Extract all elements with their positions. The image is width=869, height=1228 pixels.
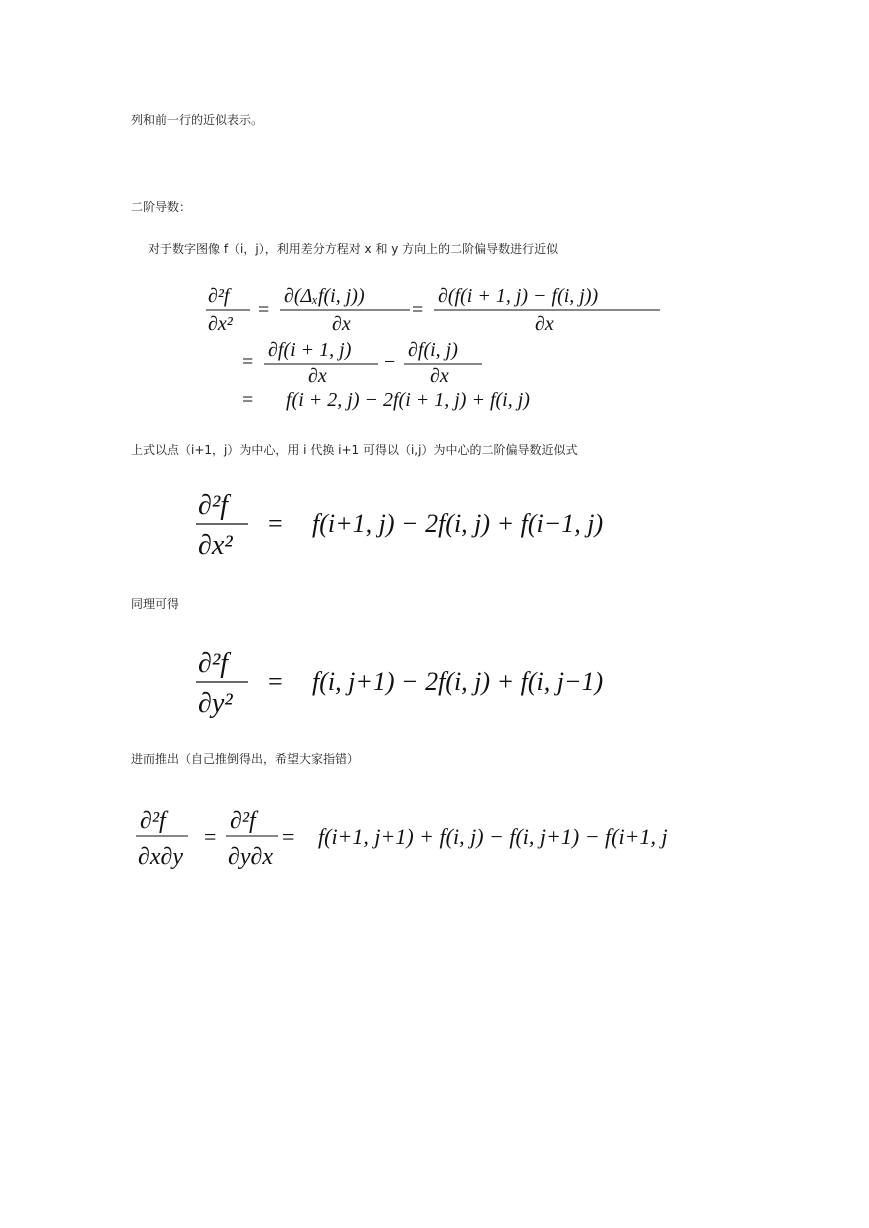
eq1-l2-den-a: ∂x xyxy=(308,365,327,387)
paragraph-deduce: 进而推出（自己推倒得出，希望大家指错） xyxy=(131,752,360,766)
svg-text:=: = xyxy=(268,667,283,696)
equation-derivation xyxy=(200,278,670,414)
equation-second-x xyxy=(190,486,680,562)
eq3-num: ∂²f xyxy=(198,648,229,679)
paragraph-intro: 对于数字图像 f（i，j），利用差分方程对 x 和 y 方向上的二阶偏导数进行近似 xyxy=(148,242,559,256)
eq1-l2-den-b: ∂x xyxy=(430,365,449,387)
eq3-rhs: f(i, j+1) − 2f(i, j) + f(i, j−1) xyxy=(312,667,604,696)
equation-mixed xyxy=(132,802,737,874)
eq1-mid-num: ∂(Δₓf(i, j)) xyxy=(284,285,365,307)
eq1-lhs-den: ∂x² xyxy=(208,313,233,335)
eq1-mid-den: ∂x xyxy=(332,313,351,335)
eq1-lhs-num: ∂²f xyxy=(208,285,230,307)
eq4-rhs: f(i+1, j+1) + f(i, j) − f(i, j+1) − f(i+1, j xyxy=(318,824,668,849)
eq1-rhs-num: ∂(f(i + 1, j) − f(i, j)) xyxy=(438,285,599,307)
eq2-num: ∂²f xyxy=(198,490,229,521)
paragraph-similarly: 同理可得 xyxy=(131,597,180,611)
eq2-rhs: f(i+1, j) − 2f(i, j) + f(i−1, j) xyxy=(312,509,604,538)
svg-text:=: = xyxy=(204,824,217,849)
svg-text:=: = xyxy=(282,824,295,849)
eq2-den: ∂x² xyxy=(198,530,233,561)
eq4-den-b: ∂y∂x xyxy=(228,844,274,870)
svg-text:=: = xyxy=(412,299,424,321)
eq1-l3: f(i + 2, j) − 2f(i + 1, j) + f(i, j) xyxy=(286,389,530,411)
svg-text:=: = xyxy=(258,299,270,321)
heading-second-derivative: 二阶导数： xyxy=(131,200,192,214)
eq4-num-a: ∂²f xyxy=(140,808,166,834)
eq4-den-a: ∂x∂y xyxy=(138,844,184,870)
eq1-l2-num-b: ∂f(i, j) xyxy=(408,339,458,361)
eq1-rhs-den: ∂x xyxy=(535,313,554,335)
svg-text:−: − xyxy=(384,351,396,373)
eq3-den: ∂y² xyxy=(198,688,233,719)
paragraph-substitution: 上式以点（i+1，j）为中心，用 i 代换 i+1 可得以（i,j）为中心的二阶偏导数近似式 xyxy=(131,443,578,457)
svg-text:=: = xyxy=(242,389,254,411)
equation-second-y xyxy=(190,644,680,724)
svg-text:=: = xyxy=(242,351,254,373)
paragraph-rows-approx: 列和前一行的近似表示。 xyxy=(131,113,264,127)
eq4-num-b: ∂²f xyxy=(230,808,256,834)
svg-text:=: = xyxy=(268,509,283,538)
eq1-l2-num-a: ∂f(i + 1, j) xyxy=(268,339,352,361)
